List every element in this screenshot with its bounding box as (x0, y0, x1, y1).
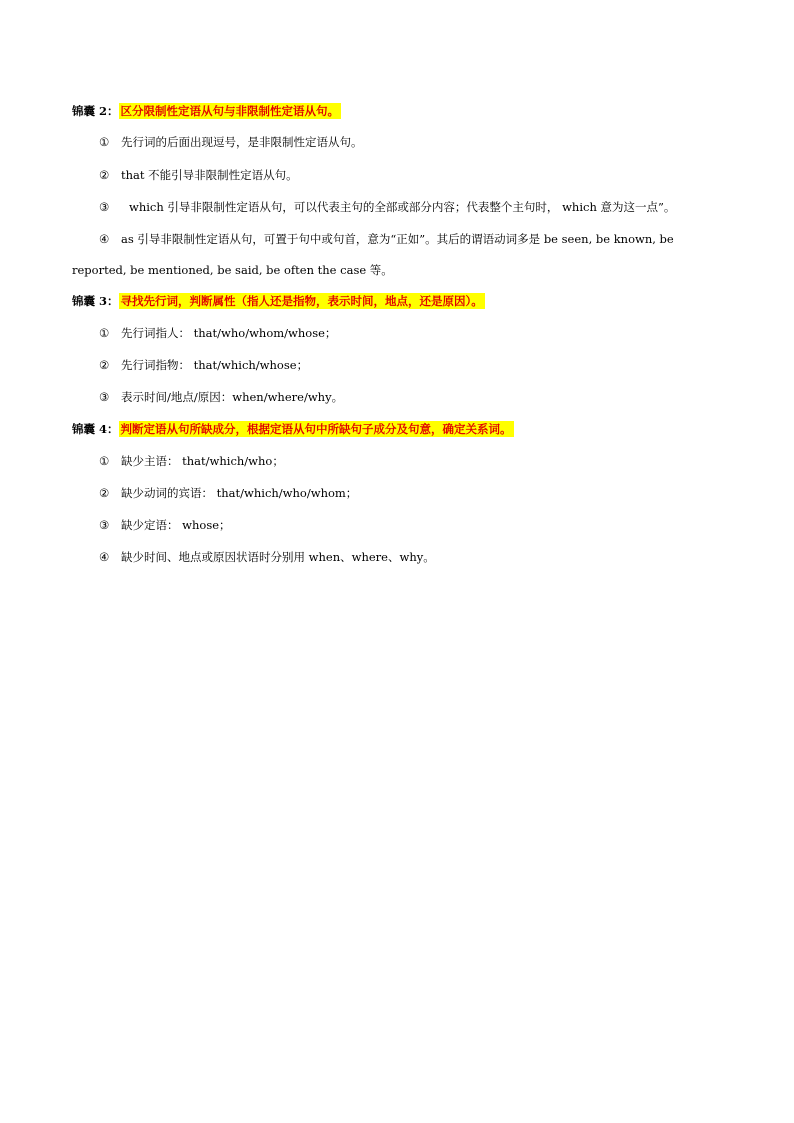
section-4-item-1 (99, 453, 284, 469)
item-text: 先行词指人： that/who/whom/whose； (121, 326, 337, 340)
section-4-item-3 (99, 517, 231, 533)
item-text: 缺少时间、地点或原因状语时分别用 when、where、why。 (121, 550, 435, 564)
section-2-item-4-continuation: reported, be mentioned, be said, be often the case 等。 (72, 263, 393, 277)
section-2-item-3 (99, 199, 675, 215)
item-text: 先行词指物： that/which/whose； (121, 358, 309, 372)
section-4-heading (72, 421, 514, 437)
item-number: ③ (99, 518, 110, 532)
section-4-tag: 锦囊 4： (72, 422, 119, 436)
item-text: which 引导非限制性定语从句，可以代表主句的全部或部分内容；代表整个主句时， which 意为这一点”。 (129, 200, 676, 214)
item-number: ④ (99, 232, 110, 246)
item-text: 缺少主语： that/which/who； (121, 454, 284, 468)
section-2-item-4 (99, 231, 674, 247)
item-text: 先行词的后面出现逗号，是非限制性定语从句。 (121, 135, 363, 149)
item-number: ① (99, 454, 110, 468)
item-text: 表示时间/地点/原因：when/where/why。 (121, 390, 344, 404)
item-number: ④ (99, 550, 110, 564)
item-text: that 不能引导非限制性定语从句。 (121, 168, 298, 182)
section-3-item-1 (99, 325, 336, 341)
section-3-item-2 (99, 357, 308, 373)
section-2-item-2 (99, 167, 298, 183)
section-3-item-3 (99, 389, 343, 405)
item-number: ③ (99, 390, 110, 404)
item-number: ① (99, 326, 110, 340)
item-number: ① (99, 135, 110, 149)
section-2-tag: 锦囊 2： (72, 104, 119, 118)
item-number: ③ (99, 200, 110, 214)
section-2-item-1 (99, 134, 363, 150)
section-3-tag: 锦囊 3： (72, 294, 119, 308)
item-number: ② (99, 168, 110, 182)
section-3-title: 寻找先行词，判断属性（指人还是指物，表示时间，地点，还是原因）。 (120, 294, 483, 308)
section-4-title: 判断定语从句所缺成分，根据定语从句中所缺句子成分及句意，确定关系词。 (120, 422, 512, 436)
section-3-heading (72, 293, 485, 309)
section-2-title: 区分限制性定语从句与非限制性定语从句。 (120, 104, 340, 118)
item-text: 缺少定语： whose； (121, 518, 231, 532)
section-4-item-4 (99, 549, 435, 565)
section-4-item-2 (99, 485, 357, 501)
section-2-heading (72, 103, 341, 119)
item-text: as 引导非限制性定语从句，可置于句中或句首，意为“正如”。其后的谓语动词多是 be seen, be known, be (121, 232, 674, 246)
item-number: ② (99, 486, 110, 500)
item-number: ② (99, 358, 110, 372)
item-text: 缺少动词的宾语： that/which/who/whom； (121, 486, 358, 500)
